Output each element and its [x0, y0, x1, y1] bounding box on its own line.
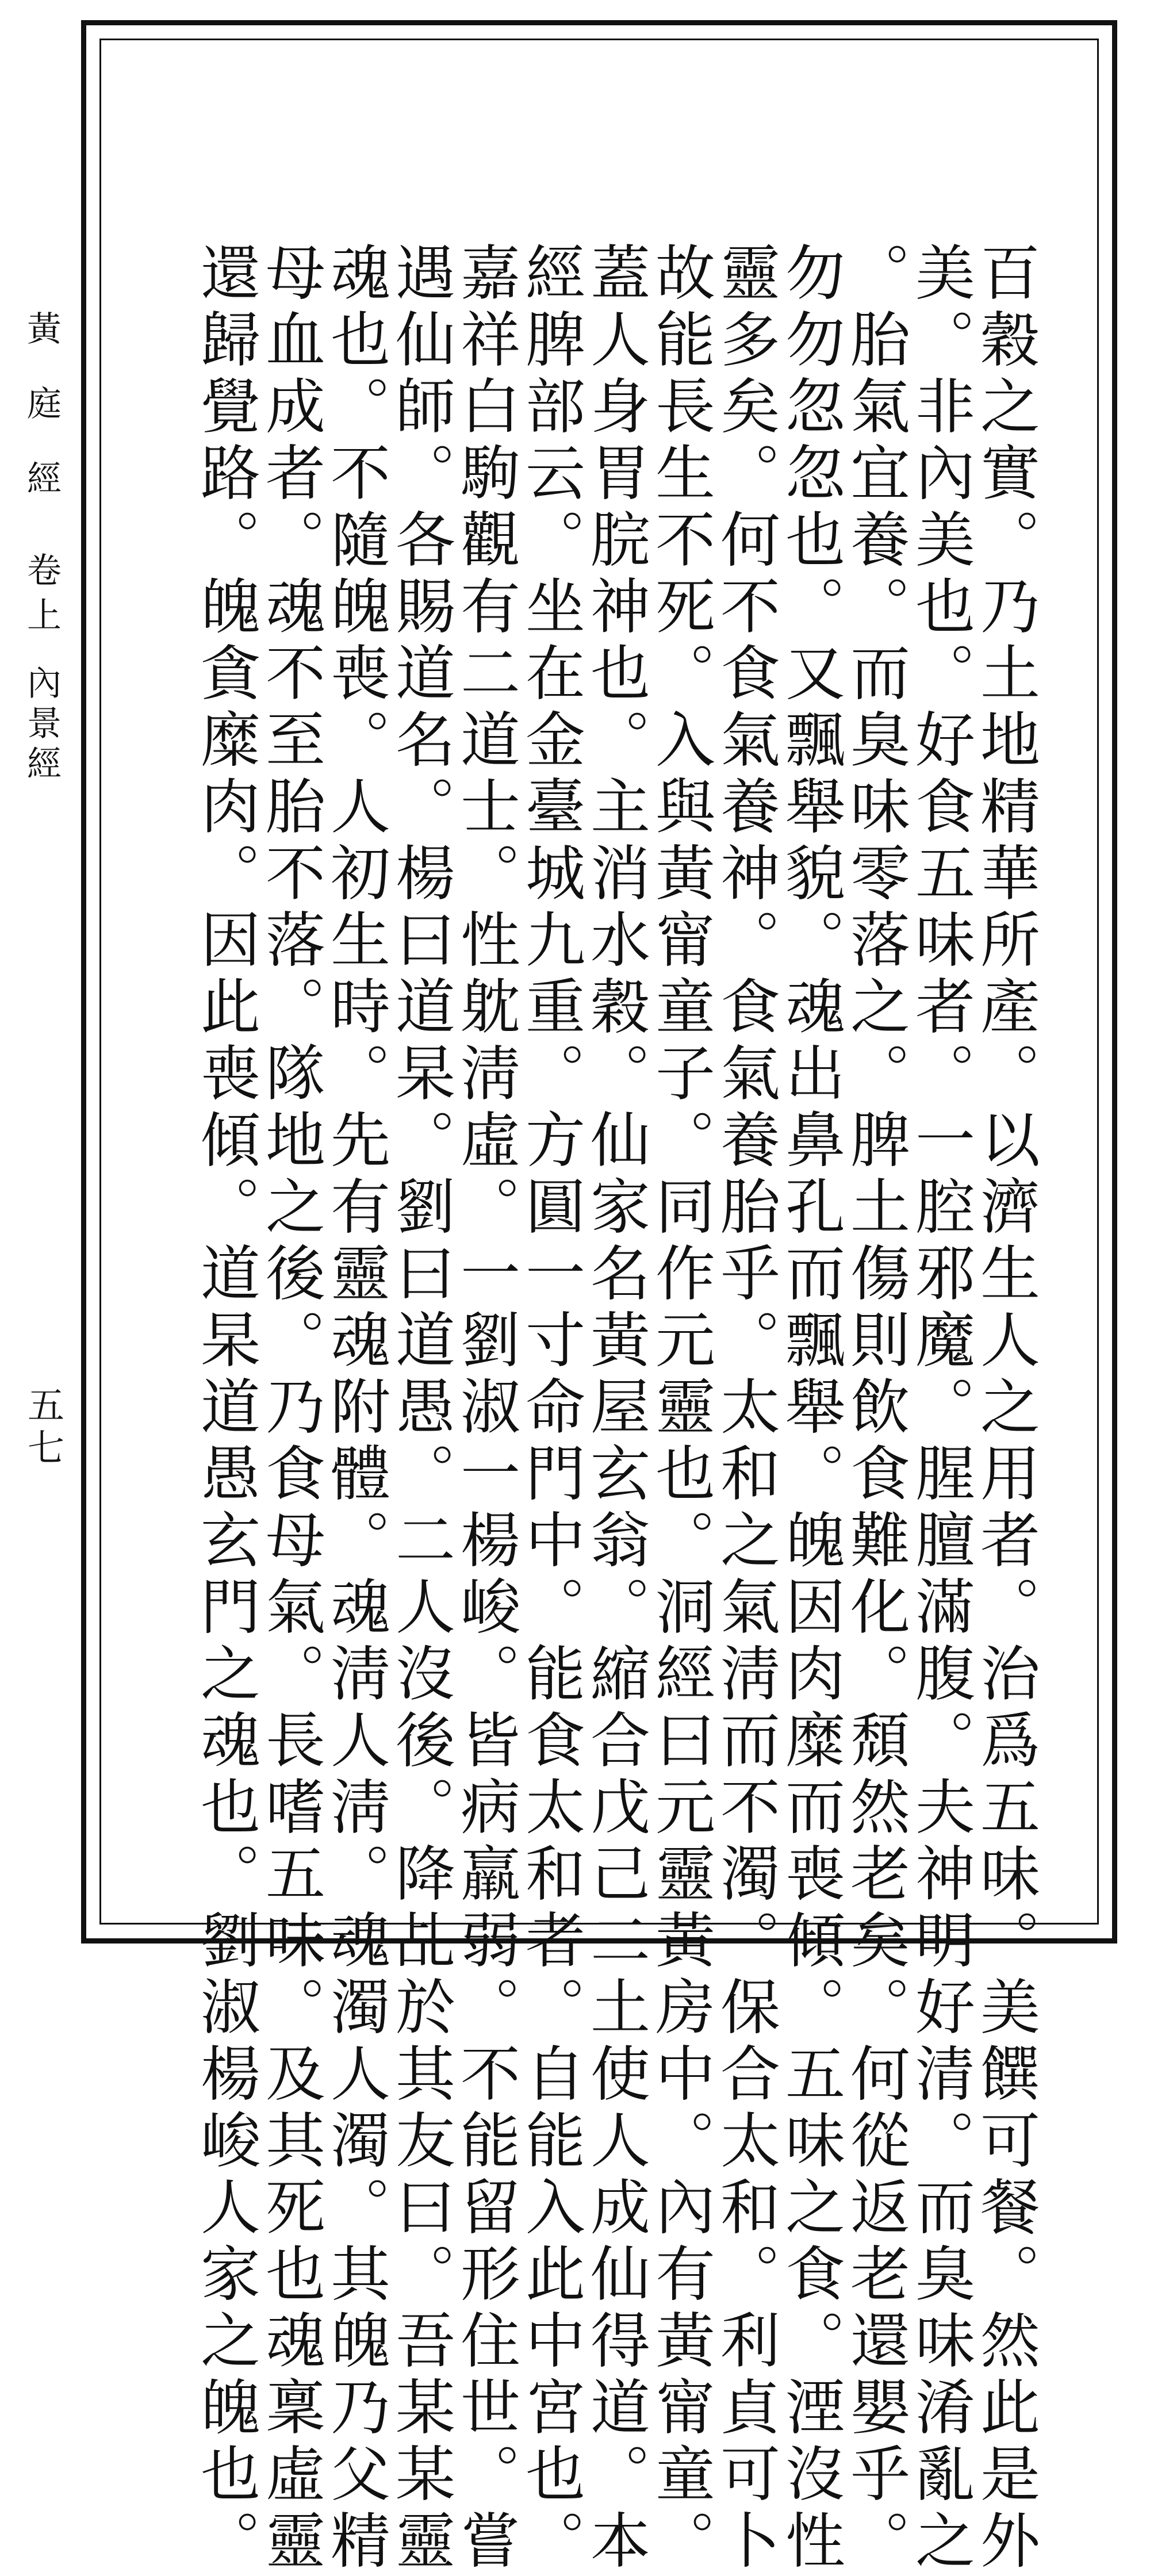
text-column-3: 。胎氣宜養。而臭味零落之。脾土傷則飲食難化。頹然老矣。何從返老還嬰乎。 [840, 241, 910, 2576]
text-body [190, 241, 1040, 2576]
text-column-7: 蓋人身胃脘神也。主消水穀。仙家名黃屋玄翁。縮合戊己二土使人成仙得道。本 [580, 241, 650, 2576]
book-title: 黃庭經 [21, 310, 62, 535]
text-column-2: 美。非內美也。好食五味者。一腔邪魔。腥膻滿腹。夫神明好清。而臭味淆亂之 [905, 241, 975, 2576]
section-label: 內景經 [21, 665, 62, 785]
text-column-8: 經脾部云。坐在金臺城九重。方圓一寸命門中。能食太和者。自能入此中宮也。 [515, 241, 585, 2576]
text-column-4: 勿勿忽忽也。又飄舉貌。魂出鼻孔而飄舉。魄因肉糜而喪傾。五味之食。湮沒性 [775, 241, 845, 2576]
text-column-9: 嘉祥白駒觀有二道士。性躭淸虛。一劉淑一楊峻。皆病羸弱。不能留形住世。嘗 [450, 241, 520, 2576]
text-column-10: 遇仙師。各賜道名。楊曰道杲。劉曰道愚。二人沒後。降乩於其友曰。吾某某靈 [385, 241, 455, 2576]
margin-header [21, 310, 62, 785]
text-column-5: 靈多矣。何不食氣養神。食氣養胎乎。太和之氣淸而不濁。保合太和。利貞可卜 [710, 241, 780, 2576]
text-column-12: 母血成者。魂不至胎不落。隊地之後。乃食母氣。長嗜五味。及其死也魂稟虛靈 [255, 241, 325, 2576]
volume-label: 卷上 [21, 552, 62, 642]
text-column-11: 魂也。不隨魄喪。人初生時。先有靈魂附體。魂淸人淸。魂濁人濁。其魄乃父精 [320, 241, 390, 2576]
page-number: 五七 [21, 1386, 64, 1471]
text-column-13: 還歸覺路。魄貪糜肉。因此喪傾。道杲道愚玄門之魂也。劉淑楊峻人家之魄也。 [190, 241, 260, 2576]
text-column-6: 故能長生不死。入與黃甯童子。同作元靈也。洞經曰元靈黃房中。內有黃甯童。 [645, 241, 715, 2576]
text-column-1: 百穀之實。乃土地精華所產。以濟生人之用者。治爲五味。美饌可餐。然此是外 [970, 241, 1040, 2576]
